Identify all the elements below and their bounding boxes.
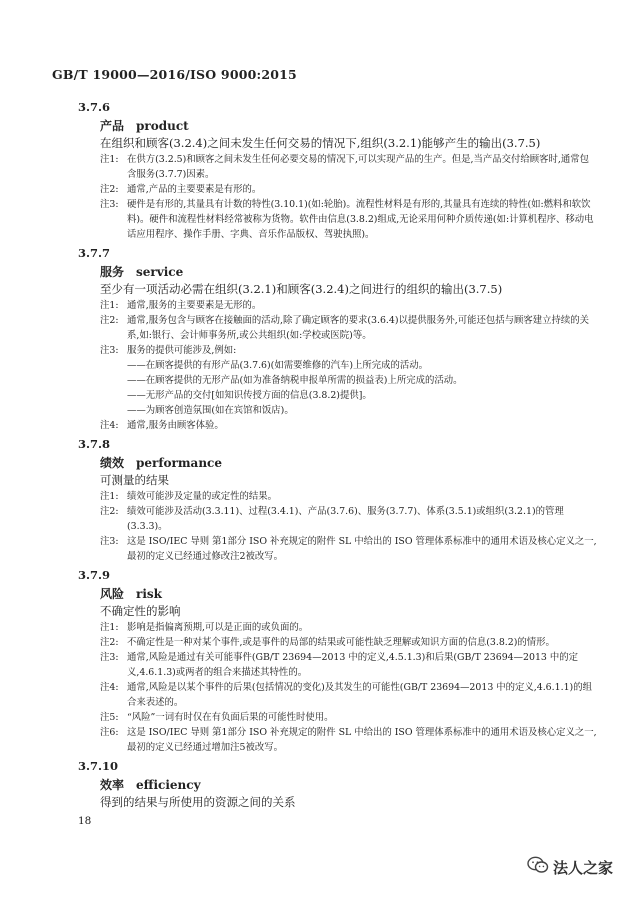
note-text: 在供方(3.2.5)和顾客之间未发生任何必要交易的情况下,可以实现产品的生产。但是,当产品交付给顾客时,通常包含服务(3.7.7)因素。 bbox=[127, 154, 589, 180]
note-label: 注2: bbox=[100, 315, 119, 326]
note-label: 注5: bbox=[100, 712, 119, 723]
note-label: 注3: bbox=[100, 536, 119, 547]
note bbox=[100, 418, 598, 433]
note bbox=[100, 313, 598, 343]
term-heading bbox=[100, 585, 598, 603]
note-text: 服务的提供可能涉及,例如: bbox=[127, 345, 237, 356]
term-en: product bbox=[136, 119, 189, 133]
note-text: 这是 ISO/IEC 导则 第1部分 ISO 补充规定的附件 SL 中给出的 ISO 管理体系标准中的通用术语及核心定义之一,最初的定义已经通过增加注5被改写。 bbox=[127, 727, 597, 753]
term-cn: 产品 bbox=[100, 119, 125, 133]
note-label: 注3: bbox=[100, 345, 119, 356]
note bbox=[100, 197, 598, 242]
watermark bbox=[527, 856, 613, 878]
note bbox=[100, 152, 598, 182]
note-label: 注1: bbox=[100, 300, 119, 311]
note-text: 绩效可能涉及活动(3.3.11)、过程(3.4.1)、产品(3.7.6)、服务(3.7.7)、体系(3.5.1)或组织(3.2.1)的管理(3.3.3)。 bbox=[127, 506, 564, 532]
term-definition: 至少有一项活动必需在组织(3.2.1)和顾客(3.2.4)之间进行的组织的输出(3.7.5) bbox=[100, 282, 503, 296]
note-label: 注1: bbox=[100, 154, 119, 165]
list-item: ——在顾客提供的有形产品(3.7.6)(如需要维修的汽车)上所完成的活动。 bbox=[127, 360, 428, 371]
note bbox=[100, 489, 598, 504]
term-definition: 不确定性的影响 bbox=[100, 604, 181, 618]
term-heading bbox=[100, 117, 598, 135]
term-cn: 风险 bbox=[100, 587, 125, 601]
note-label: 注1: bbox=[100, 622, 119, 633]
note-text: 通常,风险是以某个事件的后果(包括情况的变化)及其发生的可能性(GB/T 23694—2013 中的定义,4.6.1.1)的组合来表述的。 bbox=[127, 682, 592, 708]
term-heading bbox=[100, 776, 598, 794]
term-definition: 在组织和顾客(3.2.4)之间未发生任何交易的情况下,组织(3.2.1)能够产生的输出(3.7.5) bbox=[100, 136, 541, 150]
page-number: 18 bbox=[78, 815, 92, 827]
note bbox=[100, 504, 598, 534]
note bbox=[100, 680, 598, 710]
list-item: ——为顾客创造氛围(如在宾馆和饭店)。 bbox=[127, 405, 294, 416]
note-label: 注3: bbox=[100, 199, 119, 210]
note-label: 注3: bbox=[100, 652, 119, 663]
term-cn: 效率 bbox=[100, 778, 125, 792]
section-number: 3.7.6 bbox=[78, 100, 111, 114]
term-cn: 绩效 bbox=[100, 456, 125, 470]
note-label: 注4: bbox=[100, 420, 119, 431]
list-item: ——无形产品的交付[如知识传授方面的信息(3.8.2)提供]。 bbox=[127, 390, 372, 401]
wechat-icon bbox=[527, 856, 549, 878]
standard-header: GB/T 19000—2016/ISO 9000:2015 bbox=[52, 67, 297, 82]
note bbox=[100, 635, 598, 650]
section-3-7-9 bbox=[78, 568, 598, 755]
term-en: efficiency bbox=[136, 778, 201, 792]
note bbox=[100, 620, 598, 635]
note bbox=[100, 650, 598, 680]
note-text: 硬件是有形的,其量具有计数的特性(3.10.1)(如:轮胎)。流程性材料是有形的,其量具有连续的特性(如:燃料和软饮料)。硬件和流程性材料经常被称为货物。软件由信息(3.8.2)组成,无论采用何种介质传递(如:计算机程序、移动电话应用程序、操作手册、字典、音乐作品版权、驾驶执照)。 bbox=[127, 199, 594, 240]
note bbox=[100, 343, 598, 358]
section-number: 3.7.9 bbox=[78, 568, 111, 582]
note-label: 注2: bbox=[100, 184, 119, 195]
note-text: “风险”一词有时仅在有负面后果的可能性时使用。 bbox=[127, 712, 334, 723]
note bbox=[100, 710, 598, 725]
note bbox=[100, 725, 598, 755]
section-3-7-7 bbox=[78, 246, 598, 433]
note-label: 注1: bbox=[100, 491, 119, 502]
note-text: 通常,服务的主要要素是无形的。 bbox=[127, 300, 262, 311]
note-text: 绩效可能涉及定量的或定性的结果。 bbox=[127, 491, 278, 502]
watermark-text: 法人之家 bbox=[553, 858, 614, 877]
section-3-7-8 bbox=[78, 437, 598, 564]
document-body bbox=[78, 96, 598, 811]
term-heading bbox=[100, 263, 598, 281]
section-number: 3.7.10 bbox=[78, 759, 119, 773]
note-text: 通常,产品的主要要素是有形的。 bbox=[127, 184, 262, 195]
note-label: 注4: bbox=[100, 682, 119, 693]
term-en: service bbox=[136, 265, 184, 279]
term-definition: 可测量的结果 bbox=[100, 473, 169, 487]
section-3-7-6 bbox=[78, 100, 598, 242]
note-text: 通常,服务包含与顾客在接触面的活动,除了确定顾客的要求(3.6.4)以提供服务外,可能还包括与顾客建立持续的关系,如:银行、会计师事务所,或公共组织(如:学校或医院)等。 bbox=[127, 315, 589, 341]
list-item: ——在顾客提供的无形产品(如为准备纳税申报单所需的损益表)上所完成的活动。 bbox=[127, 375, 463, 386]
note-text: 不确定性是一种对某个事件,或是事件的局部的结果或可能性缺乏理解或知识方面的信息(3.8.2)的情形。 bbox=[127, 637, 555, 648]
section-3-7-10 bbox=[78, 759, 598, 811]
note bbox=[100, 182, 598, 197]
term-heading bbox=[100, 454, 598, 472]
note-text: 通常,风险是通过有关可能事件(GB/T 23694—2013 中的定义,4.5.1.3)和后果(GB/T 23694—2013 中的定义,4.6.1.3)或两者的组合来描述其特性的。 bbox=[127, 652, 578, 678]
note-label: 注2: bbox=[100, 637, 119, 648]
note-label: 注6: bbox=[100, 727, 119, 738]
term-en: performance bbox=[136, 456, 222, 470]
note-text: 影响是指偏离预期,可以是正面的或负面的。 bbox=[127, 622, 309, 633]
section-number: 3.7.7 bbox=[78, 246, 111, 260]
term-cn: 服务 bbox=[100, 265, 125, 279]
note-label: 注2: bbox=[100, 506, 119, 517]
section-number: 3.7.8 bbox=[78, 437, 111, 451]
note-text: 通常,服务由顾客体验。 bbox=[127, 420, 224, 431]
note bbox=[100, 534, 598, 564]
term-definition: 得到的结果与所使用的资源之间的关系 bbox=[100, 795, 296, 809]
term-en: risk bbox=[136, 587, 162, 601]
note-text: 这是 ISO/IEC 导则 第1部分 ISO 补充规定的附件 SL 中给出的 ISO 管理体系标准中的通用术语及核心定义之一,最初的定义已经通过修改注2被改写。 bbox=[127, 536, 597, 562]
note bbox=[100, 298, 598, 313]
